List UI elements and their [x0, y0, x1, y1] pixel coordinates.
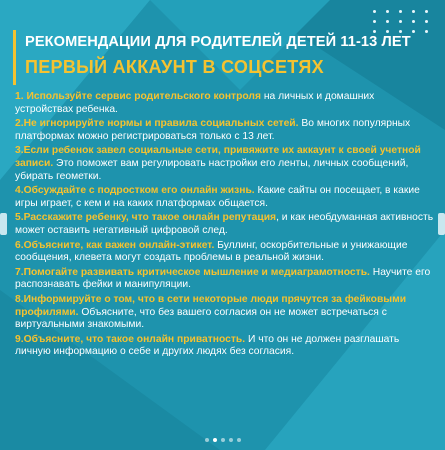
item-text: И что он не должен разглашать личную информацию о себе и других людях без согласия. — [15, 333, 400, 358]
item-highlight: 4.Обсуждайте с подростком его онлайн жизнь. — [15, 185, 255, 197]
item-highlight: 9.Объясните, что такое онлайн приватность. — [15, 333, 246, 345]
item-text: Буллинг, оскорбительные и унижающие сообщения, клевета могут создать проблемы в реальной жизни. — [15, 239, 408, 264]
pager-dot[interactable] — [205, 438, 209, 442]
item-text: Объясните, что без вашего согласия он не может встречаться с виртуальными знакомыми. — [15, 306, 387, 331]
item-highlight: 2.Не игнорируйте нормы и правила социальных сетей. — [15, 118, 299, 130]
list-item — [15, 118, 435, 143]
item-highlight: 3.Если ребенок завел социальные сети, привяжите их аккаунт к своей учетной записи. — [15, 145, 421, 169]
carousel-next-button[interactable] — [438, 213, 445, 235]
item-text: Во многих популярных платформах можно регистрироваться только с 13 лет. — [15, 118, 411, 142]
item-highlight: 5.Расскажите ребенку, что такое онлайн репутация — [15, 212, 277, 224]
list-item — [15, 240, 435, 265]
list-item — [15, 91, 435, 116]
carousel-pager — [0, 438, 445, 442]
pager-dot[interactable] — [229, 438, 233, 442]
pager-dot[interactable] — [237, 438, 241, 442]
item-text: на личных и домашних устройствах ребенка. — [15, 91, 375, 115]
item-highlight: 1. Используйте сервис родительского контроля — [15, 91, 261, 102]
carousel-prev-button[interactable] — [0, 213, 7, 235]
pager-dot[interactable] — [221, 438, 225, 442]
list-item — [15, 185, 435, 210]
list-item — [15, 334, 435, 359]
item-text: , и как необдуманная активность может оставить негативный цифровой след. — [15, 212, 434, 236]
pager-dot[interactable] — [213, 438, 217, 442]
item-text: Это поможет вам регулировать настройки его ленты, личных сообщений, убирать геометки. — [15, 157, 409, 182]
item-highlight: 6.Объясните, как важен онлайн-этикет. — [15, 239, 215, 251]
item-text: Какие сайты он посещает, в какие игры играет, с кем и на каких платформах общается. — [15, 185, 420, 209]
item-highlight: 7.Помогайте развивать критическое мышление и медиаграмотность. — [15, 266, 370, 278]
item-highlight: 8.Информируйте о том, что в сети некоторые люди прячутся за фейковыми профилями. — [15, 293, 407, 318]
recommendations-list — [15, 91, 435, 361]
item-text: Научите его распознавать фейки и манипуляции. — [15, 266, 431, 291]
list-item — [15, 294, 435, 332]
list-item — [15, 212, 435, 237]
page-title: РЕКОМЕНДАЦИИ ДЛЯ РОДИТЕЛЕЙ ДЕТЕЙ 11-13 ЛЕТ — [25, 34, 411, 50]
list-item — [15, 145, 435, 183]
list-item — [15, 267, 435, 292]
page-subtitle: ПЕРВЫЙ АККАУНТ В СОЦСЕТЯХ — [25, 57, 324, 77]
title-block — [13, 30, 435, 85]
